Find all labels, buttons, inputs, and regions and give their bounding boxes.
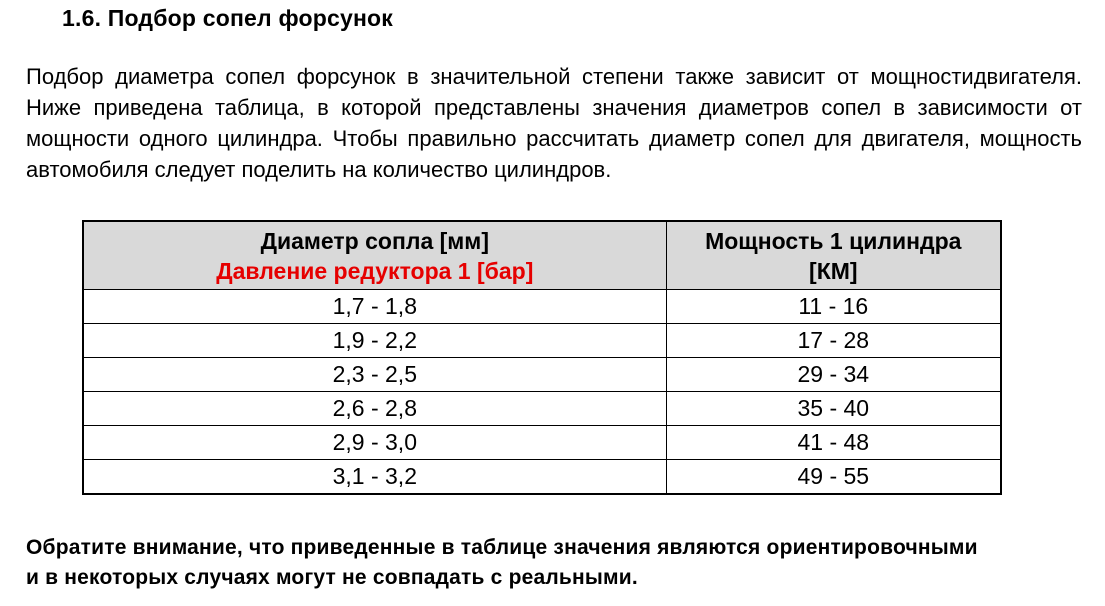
nozzle-table [82, 220, 1002, 495]
power-cell: 17 - 28 [666, 324, 1001, 358]
intro-paragraph: Подбор диаметра сопел форсунок в значительной степени также зависит от мощностидвигателя. Ниже приведена таблица, в которой представлены значения диаметров сопел в зависимости от мощности одного цилиндра. Чтобы правильно рассчитать диаметр сопел для двигателя, мощность автомобиля следует поделить на количество цилиндров. [26, 64, 1082, 182]
header-diameter [83, 221, 666, 290]
diameter-cell: 3,1 - 3,2 [83, 460, 666, 495]
diameter-cell: 1,7 - 1,8 [83, 290, 666, 324]
note-line-2: и в некоторых случаях могут не совпадать с реальными. [26, 566, 638, 589]
section-title: 1.6. Подбор сопел форсунок [62, 5, 394, 31]
note-line-1: Обратите внимание, что приведенные в таблице значения являются ориентировочными [26, 536, 978, 559]
table-row [83, 392, 1001, 426]
diameter-cell: 2,6 - 2,8 [83, 392, 666, 426]
diameter-cell: 1,9 - 2,2 [83, 324, 666, 358]
power-cell: 29 - 34 [666, 358, 1001, 392]
header-power-unit: [КМ] [809, 257, 858, 284]
header-diameter-label: Диаметр сопла [мм] [260, 227, 489, 254]
table-row [83, 324, 1001, 358]
power-cell: 35 - 40 [666, 392, 1001, 426]
header-pressure-label: Давление редуктора 1 [бар] [216, 257, 534, 284]
note-paragraph [26, 533, 1086, 593]
table-body [83, 290, 1001, 495]
table-row [83, 460, 1001, 495]
header-power-label: Мощность 1 цилиндра [705, 227, 962, 254]
table-row [83, 290, 1001, 324]
header-power [666, 221, 1001, 290]
power-cell: 41 - 48 [666, 426, 1001, 460]
table-header [83, 221, 1001, 290]
table-row [83, 358, 1001, 392]
diameter-cell: 2,9 - 3,0 [83, 426, 666, 460]
power-cell: 11 - 16 [666, 290, 1001, 324]
power-cell: 49 - 55 [666, 460, 1001, 495]
table-row [83, 426, 1001, 460]
table-header-row [83, 221, 1001, 290]
diameter-cell: 2,3 - 2,5 [83, 358, 666, 392]
